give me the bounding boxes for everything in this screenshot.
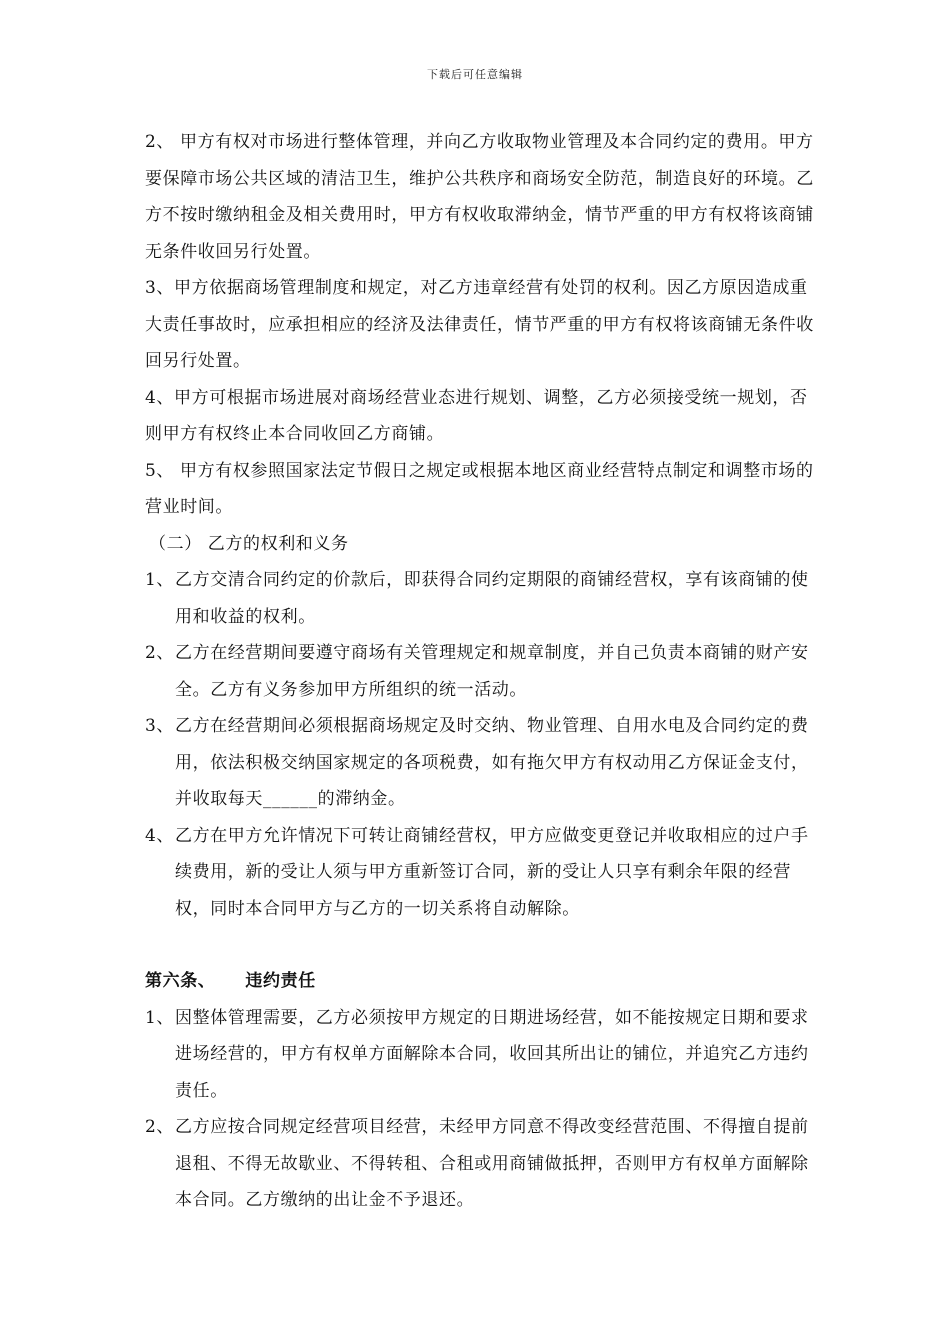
item-text: 乙方在甲方允许情况下可转让商铺经营权，甲方应做变更登记并收取相应的过户手续费用，新的受让人须与甲方重新签订合同，新的受让人只享有剩余年限的经营权，同时本合同甲方与乙方的一切关系将自动解除。 <box>175 825 809 919</box>
item-number: 4、 <box>145 387 175 408</box>
item-text: 甲方有权对市场进行整体管理，并向乙方收取物业管理及本合同约定的费用。甲方要保障市场公共区域的清洁卫生，维护公共秩序和商场安全防范，制造良好的环境。乙方不按时缴纳租金及相关费用时，甲方有权收取滞纳金，情节严重的甲方有权将该商铺无条件收回另行处置。 <box>145 132 814 262</box>
item-number: 5、 <box>145 460 175 481</box>
item-text: 甲方有权参照国家法定节假日之规定或根据本地区商业经营特点制定和调整市场的营业时间。 <box>145 460 814 517</box>
item-number: 2、 <box>145 1117 175 1137</box>
item-number: 3、 <box>145 278 175 298</box>
party-a-item-5 <box>145 453 815 526</box>
item-number: 2、 <box>145 643 175 663</box>
item-text: 乙方应按合同规定经营项目经营，未经甲方同意不得改变经营范围、不得擅自提前退租、不得无故歇业、不得转租、合租或用商铺做抵押，否则甲方有权单方面解除本合同。乙方缴纳的出让金不予退还。 <box>175 1117 809 1210</box>
party-b-item-1 <box>145 562 815 635</box>
document-body <box>145 124 815 1219</box>
item-number: 1、 <box>145 1007 175 1028</box>
item-text: 乙方交清合同约定的价款后，即获得合同约定期限的商铺经营权，享有该商铺的使用和收益的权利。 <box>175 570 809 627</box>
section-6-item-1 <box>145 1000 815 1110</box>
item-number: 2、 <box>145 132 175 152</box>
party-b-heading: （二） 乙方的权利和义务 <box>149 533 349 554</box>
section-6-title: 违约责任 <box>245 971 316 991</box>
item-text: 甲方依据商场管理制度和规定，对乙方违章经营有处罚的权利。因乙方原因造成重大责任事故时，应承担相应的经济及法律责任，情节严重的甲方有权将该商铺无条件收回另行处置。 <box>145 278 814 371</box>
item-number: 4、 <box>145 825 175 846</box>
section-6-label: 第六条、 <box>145 971 216 991</box>
party-a-item-2 <box>145 124 815 270</box>
item-text: 甲方可根据市场进展对商场经营业态进行规划、调整，乙方必须接受统一规划，否则甲方有权终止本合同收回乙方商铺。 <box>145 387 808 444</box>
party-a-item-4 <box>145 380 815 453</box>
item-number: 1、 <box>145 570 175 590</box>
section-6-item-2 <box>145 1109 815 1219</box>
item-text: 因整体管理需要，乙方必须按甲方规定的日期进场经营，如不能按规定日期和要求进场经营的，甲方有权单方面解除本合同，收回其所出让的铺位，并追究乙方违约责任。 <box>175 1007 809 1101</box>
party-b-item-3 <box>145 708 815 818</box>
item-text: 乙方在经营期间必须根据商场规定及时交纳、物业管理、自用水电及合同约定的费用，依法积极交纳国家规定的各项税费，如有拖欠甲方有权动用乙方保证金支付，并收取每天______的滞纳金。 <box>175 716 809 809</box>
section-6-heading <box>145 963 815 1000</box>
page-header-note: 下载后可任意编辑 <box>427 68 523 81</box>
party-a-item-3 <box>145 270 815 380</box>
party-b-item-2 <box>145 635 815 708</box>
item-text: 乙方在经营期间要遵守商场有关管理规定和规章制度，并自己负责本商铺的财产安全。乙方有义务参加甲方所组织的统一活动。 <box>175 643 809 700</box>
party-b-item-4 <box>145 818 815 928</box>
item-number: 3、 <box>145 716 175 736</box>
